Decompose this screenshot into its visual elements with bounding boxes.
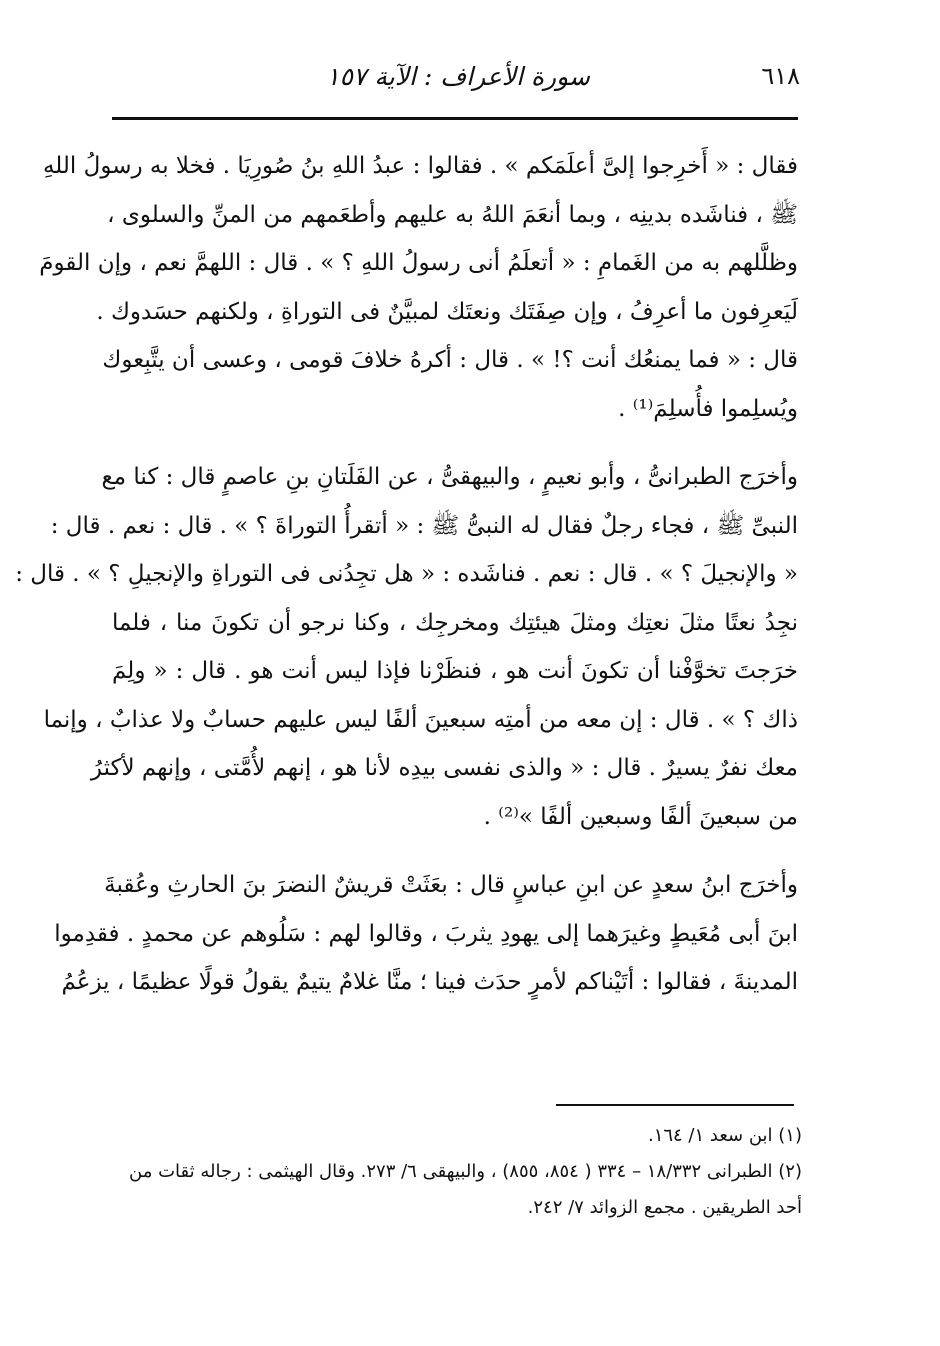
text-line: خرَجتَ تخوَّفْنا أن تكونَ أنت هو ، فنظَرْنا فإذا ليس أنت هو . قال : « ولِمَ bbox=[112, 658, 798, 684]
paragraph-2 bbox=[15, 453, 798, 841]
text-line: وظلَّلهم به من الغَمامِ : « أتعلَمُ أنى رسولُ اللهِ ؟ » . قال : اللهمَّ نعم ، وإن القومَ bbox=[39, 250, 798, 276]
text-line: نجِدُ نعتًا مثلَ نعتِك ومثلَ هيئتِك ومخرجِك ، وكنا نرجو أن تكونَ منا ، فلما bbox=[112, 609, 798, 636]
text-line: قال : « فما يمنعُك أنت ؟! » . قال : أكرهُ خلافَ قومى ، وعسى أن يتَّبِعوك bbox=[102, 347, 798, 373]
text-line: وأخرَج ابنُ سعدٍ عن ابنِ عباسٍ قال : بعَثَتْ قريشٌ النضرَ بنَ الحارثِ وعُقبةَ bbox=[104, 872, 798, 898]
text-line: وأخرَج الطبرانىُّ ، وأبو نعيمٍ ، والبيهقىُّ ، عن الفَلَتانِ بنِ عاصمٍ قال : كنا مع bbox=[101, 464, 798, 490]
paragraph-3 bbox=[54, 861, 798, 1007]
footnote-2: (٢) الطبرانى ١٨/٣٣٢ – ٣٣٤ ( ٨٥٤، ٨٥٥) ، والبيهقى ٦/ ٢٧٣. وقال الهيثمى : رجاله ثقات من bbox=[129, 1161, 802, 1182]
footnotes bbox=[112, 1118, 802, 1226]
text-line: النبىِّ ﷺ ، فجاء رجلٌ فقال له النبىُّ ﷺ : « أتقرأُ التوراةَ ؟ » . قال : نعم . قال : bbox=[50, 512, 798, 539]
page-number: ٦١٨ bbox=[761, 62, 800, 90]
header-rule bbox=[112, 117, 798, 120]
text-line: معك نفرٌ يسيرٌ . قال : « والذى نفسى بيدِه لأنا هو ، إنهم لأُمَّتى ، وإنهم لأكثرُ bbox=[90, 755, 798, 781]
text-line: ويُسلِموا فأُسلِمَ⁽¹⁾ . bbox=[618, 395, 798, 422]
text-line: من سبعينَ ألفًا وسبعين ألفًا »⁽²⁾ . bbox=[483, 803, 798, 830]
page-header bbox=[112, 62, 800, 102]
body-text bbox=[15, 142, 798, 1007]
paragraph-1 bbox=[39, 142, 798, 433]
text-line: ﷺ ، فناشَده بدينِه ، وبما أنعَمَ اللهُ به عليهم وأطعَمهم من المنِّ والسلوى ، bbox=[107, 201, 798, 228]
text-line: ذاك ؟ » . قال : إن معه من أمتِه سبعينَ ألفًا ليس عليهم حسابٌ ولا عذابٌ ، وإنما bbox=[43, 706, 798, 733]
text-line: ابنَ أبى مُعَيطٍ وغيرَهما إلى يهودِ يثربَ ، وقالوا لهم : سَلُوهم عن محمدٍ . فقدِموا bbox=[54, 920, 798, 947]
footnote-1: (١) ابن سعد ١/ ١٦٤. bbox=[647, 1125, 802, 1146]
footnote-2-continued: أحد الطريقين . مجمع الزوائد ٧/ ٢٤٢. bbox=[527, 1197, 802, 1218]
text-line: فقال : « أَخرِجوا إلىَّ أعلَمَكم » . فقالوا : عبدُ اللهِ بنُ صُورِيَا . فخلا به رسولُ اللهِ bbox=[42, 153, 798, 179]
footnote-rule bbox=[556, 1104, 794, 1106]
text-line: « والإنجيلَ ؟ » . قال : نعم . فناشَده : « هل تجِدُنى فى التوراةِ والإنجيلِ ؟ » . قال : bbox=[15, 561, 798, 587]
running-title: سورة الأعراف : الآية ١٥٧ bbox=[326, 62, 590, 91]
text-line: لَيَعرِفون ما أعرِفُ ، وإن صِفَتَك ونعتَك لمبيَّنٌ فى التوراةِ ، ولكنهم حسَدوك . bbox=[96, 298, 798, 325]
text-line: المدينةَ ، فقالوا : أتَيْناكم لأمرٍ حدَث فينا ؛ منَّا غلامٌ يتيمٌ يقولُ قولًا عظيمًا ، يزعُمُ bbox=[61, 969, 798, 995]
